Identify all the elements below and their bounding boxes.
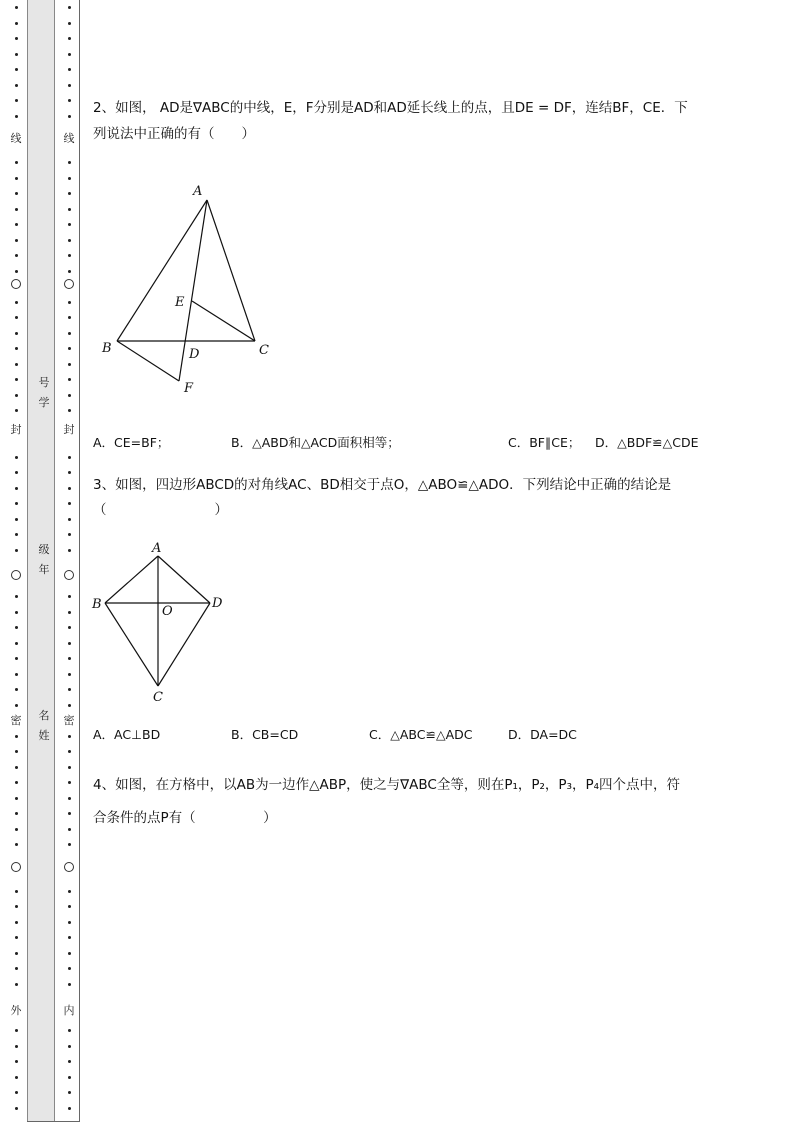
margin-dot bbox=[15, 84, 18, 87]
margin-dot bbox=[68, 843, 71, 846]
segment-BC bbox=[105, 603, 158, 686]
margin-dot bbox=[68, 781, 71, 784]
margin-dot bbox=[68, 735, 71, 738]
q2-option-b[interactable]: B．△ABD和△ACD面积相等； bbox=[231, 435, 400, 450]
left-mark-xian: 线 bbox=[10, 132, 22, 145]
binding-hole-icon bbox=[64, 279, 74, 289]
margin-dot bbox=[15, 471, 18, 474]
margin-dot bbox=[68, 642, 71, 645]
name-label-2: 姓 bbox=[38, 729, 50, 742]
margin-dot bbox=[68, 688, 71, 691]
margin-dot bbox=[68, 332, 71, 335]
q4-stem-line-1: 4、如图，在方格中，以AB为一边作△ABP，使之与∇ABC全等，则在P₁，P₂，P₃，P₄四个点中，符 bbox=[93, 777, 681, 793]
margin-dot bbox=[15, 332, 18, 335]
right-mark-mi: 密 bbox=[63, 714, 75, 727]
q2-option-d[interactable]: D．△BDF≌△CDE bbox=[595, 435, 699, 450]
margin-dot bbox=[15, 1029, 18, 1032]
margin-dot bbox=[15, 626, 18, 629]
binding-hole-icon bbox=[11, 570, 21, 580]
margin-dot bbox=[68, 828, 71, 831]
margin-dot bbox=[68, 68, 71, 71]
margin-dot bbox=[15, 316, 18, 319]
q3-label-B: B bbox=[92, 597, 102, 612]
binding-hole-icon bbox=[11, 279, 21, 289]
margin-dot bbox=[15, 936, 18, 939]
q3-option-a[interactable]: A．AC⊥BD bbox=[93, 727, 161, 742]
margin-gray-band bbox=[27, 0, 55, 1121]
margin-dot bbox=[68, 37, 71, 40]
q2-stem-line-2: 列说法中正确的有（ ） bbox=[93, 126, 255, 142]
margin-dot bbox=[68, 518, 71, 521]
margin-dot bbox=[15, 797, 18, 800]
margin-dot bbox=[68, 704, 71, 707]
right-mark-feng: 封 bbox=[63, 423, 75, 436]
margin-dot bbox=[68, 797, 71, 800]
margin-dot bbox=[15, 549, 18, 552]
q3-stem-line-1: 3、如图，四边形ABCD的对角线AC、BD相交于点O，△ABO≌△ADO．下列结论中正确的结论是 bbox=[93, 477, 672, 493]
margin-dot bbox=[68, 502, 71, 505]
margin-dot bbox=[15, 828, 18, 831]
margin-dot bbox=[68, 347, 71, 350]
margin-dot bbox=[15, 37, 18, 40]
margin-dot bbox=[15, 161, 18, 164]
margin-dot bbox=[68, 657, 71, 660]
margin-dot bbox=[68, 177, 71, 180]
margin-dot bbox=[68, 626, 71, 629]
margin-bottom-rule bbox=[27, 1121, 80, 1122]
q2-label-C: C bbox=[259, 343, 269, 358]
margin-dot bbox=[15, 843, 18, 846]
margin-dot bbox=[68, 192, 71, 195]
margin-dot bbox=[68, 409, 71, 412]
margin-dot bbox=[68, 890, 71, 893]
margin-dot bbox=[68, 394, 71, 397]
margin-dot bbox=[68, 905, 71, 908]
binding-margin bbox=[0, 0, 82, 1123]
margin-dot bbox=[15, 99, 18, 102]
margin-dot bbox=[68, 1107, 71, 1110]
q3-label-D: D bbox=[212, 596, 223, 611]
margin-dot bbox=[68, 378, 71, 381]
q2-label-B: B bbox=[102, 341, 112, 356]
margin-dot bbox=[68, 301, 71, 304]
margin-dot bbox=[15, 983, 18, 986]
segment-AB bbox=[105, 556, 158, 603]
margin-dot bbox=[15, 270, 18, 273]
margin-dot bbox=[68, 1091, 71, 1094]
q3-label-O: O bbox=[162, 604, 173, 619]
margin-dot bbox=[15, 115, 18, 118]
margin-dot bbox=[68, 549, 71, 552]
q3-option-b[interactable]: B．CB=CD bbox=[231, 727, 299, 742]
binding-hole-icon bbox=[11, 862, 21, 872]
margin-dot bbox=[15, 6, 18, 9]
left-mark-wai: 外 bbox=[10, 1004, 22, 1017]
margin-dot bbox=[15, 53, 18, 56]
margin-dot bbox=[15, 890, 18, 893]
margin-dot bbox=[68, 99, 71, 102]
margin-dot bbox=[68, 1076, 71, 1079]
q2-label-E: E bbox=[175, 295, 185, 310]
margin-dot bbox=[15, 223, 18, 226]
margin-dot bbox=[15, 642, 18, 645]
margin-dot bbox=[15, 456, 18, 459]
margin-dot bbox=[68, 983, 71, 986]
q2-triangle-figure bbox=[95, 178, 285, 402]
margin-dot bbox=[15, 735, 18, 738]
margin-dot bbox=[68, 6, 71, 9]
margin-dot bbox=[68, 270, 71, 273]
margin-dot bbox=[15, 409, 18, 412]
q3-stem-line-2: （ ） bbox=[93, 502, 228, 518]
margin-dot bbox=[15, 518, 18, 521]
margin-dot bbox=[68, 254, 71, 257]
margin-dot bbox=[68, 208, 71, 211]
q2-stem-line-1: 2、如图， AD是∇ABC的中线，E，F分别是AD和AD延长线上的点，且DE = DF，连结BF，CE．下 bbox=[93, 100, 688, 116]
q3-label-A: A bbox=[152, 541, 162, 556]
margin-dot bbox=[15, 378, 18, 381]
binding-hole-icon bbox=[64, 570, 74, 580]
margin-dot bbox=[68, 22, 71, 25]
q3-kite-figure bbox=[88, 540, 238, 714]
margin-dot bbox=[15, 921, 18, 924]
q3-option-c[interactable]: C．△ABC≌△ADC bbox=[369, 727, 473, 742]
binding-hole-icon bbox=[64, 862, 74, 872]
name-label-1: 名 bbox=[38, 709, 50, 722]
margin-dot bbox=[68, 161, 71, 164]
margin-dot bbox=[15, 1076, 18, 1079]
margin-dot bbox=[68, 921, 71, 924]
right-mark-nei: 内 bbox=[63, 1004, 75, 1017]
margin-dot bbox=[68, 239, 71, 242]
margin-dot bbox=[15, 502, 18, 505]
margin-dot bbox=[15, 766, 18, 769]
grade-label-1: 级 bbox=[38, 543, 50, 556]
q2-option-c[interactable]: C．BF∥CE； bbox=[508, 435, 581, 450]
margin-dot bbox=[68, 1045, 71, 1048]
left-mark-mi: 密 bbox=[10, 714, 22, 727]
margin-dot bbox=[68, 1060, 71, 1063]
q3-option-d[interactable]: D．DA=DC bbox=[508, 727, 577, 742]
margin-dot bbox=[15, 595, 18, 598]
margin-dot bbox=[15, 905, 18, 908]
margin-dot bbox=[15, 750, 18, 753]
margin-dot bbox=[68, 936, 71, 939]
margin-dot bbox=[68, 363, 71, 366]
margin-dot bbox=[15, 254, 18, 257]
margin-dot bbox=[15, 208, 18, 211]
margin-dot bbox=[68, 487, 71, 490]
margin-rule bbox=[79, 0, 80, 1121]
margin-dot bbox=[15, 781, 18, 784]
margin-dot bbox=[15, 704, 18, 707]
margin-dot bbox=[68, 1029, 71, 1032]
margin-dot bbox=[68, 316, 71, 319]
margin-dot bbox=[68, 53, 71, 56]
margin-dot bbox=[68, 84, 71, 87]
margin-dot bbox=[68, 766, 71, 769]
segment-AD bbox=[158, 556, 210, 603]
margin-dot bbox=[15, 177, 18, 180]
right-mark-xian: 线 bbox=[63, 132, 75, 145]
margin-dot bbox=[15, 68, 18, 71]
segment-EC bbox=[192, 301, 255, 341]
margin-dot bbox=[68, 967, 71, 970]
q2-option-a[interactable]: A．CE=BF； bbox=[93, 435, 170, 450]
q2-label-D: D bbox=[189, 347, 200, 362]
q2-label-A: A bbox=[193, 184, 203, 199]
margin-dot bbox=[68, 673, 71, 676]
margin-dot bbox=[15, 967, 18, 970]
margin-dot bbox=[15, 812, 18, 815]
margin-dot bbox=[15, 1091, 18, 1094]
margin-dot bbox=[68, 115, 71, 118]
q2-label-F: F bbox=[184, 381, 194, 396]
margin-dot bbox=[15, 952, 18, 955]
margin-dot bbox=[15, 1107, 18, 1110]
margin-dot bbox=[68, 812, 71, 815]
margin-dot bbox=[15, 487, 18, 490]
margin-dot bbox=[15, 363, 18, 366]
q3-label-C: C bbox=[153, 690, 163, 705]
margin-dot bbox=[15, 1045, 18, 1048]
margin-dot bbox=[68, 750, 71, 753]
margin-dot bbox=[15, 1060, 18, 1063]
segment-AC bbox=[207, 200, 255, 341]
margin-dot bbox=[68, 595, 71, 598]
margin-dot bbox=[15, 192, 18, 195]
margin-dot bbox=[68, 611, 71, 614]
q4-stem-line-2: 合条件的点P有（ ） bbox=[93, 810, 277, 826]
student-id-label-1: 号 bbox=[38, 376, 50, 389]
segment-AB bbox=[117, 200, 207, 341]
margin-dot bbox=[15, 394, 18, 397]
grade-label-2: 年 bbox=[38, 563, 50, 576]
margin-dot bbox=[15, 611, 18, 614]
margin-dot bbox=[68, 952, 71, 955]
margin-dot bbox=[15, 657, 18, 660]
margin-dot bbox=[15, 347, 18, 350]
margin-dot bbox=[15, 239, 18, 242]
margin-dot bbox=[15, 301, 18, 304]
margin-dot bbox=[15, 673, 18, 676]
margin-dot bbox=[68, 456, 71, 459]
segment-BF bbox=[117, 341, 179, 381]
margin-dot bbox=[68, 471, 71, 474]
margin-dot bbox=[68, 533, 71, 536]
margin-dot bbox=[68, 223, 71, 226]
left-mark-feng: 封 bbox=[10, 423, 22, 436]
margin-dot bbox=[15, 688, 18, 691]
student-id-label-2: 学 bbox=[38, 396, 50, 409]
margin-dot bbox=[15, 533, 18, 536]
margin-dot bbox=[15, 22, 18, 25]
